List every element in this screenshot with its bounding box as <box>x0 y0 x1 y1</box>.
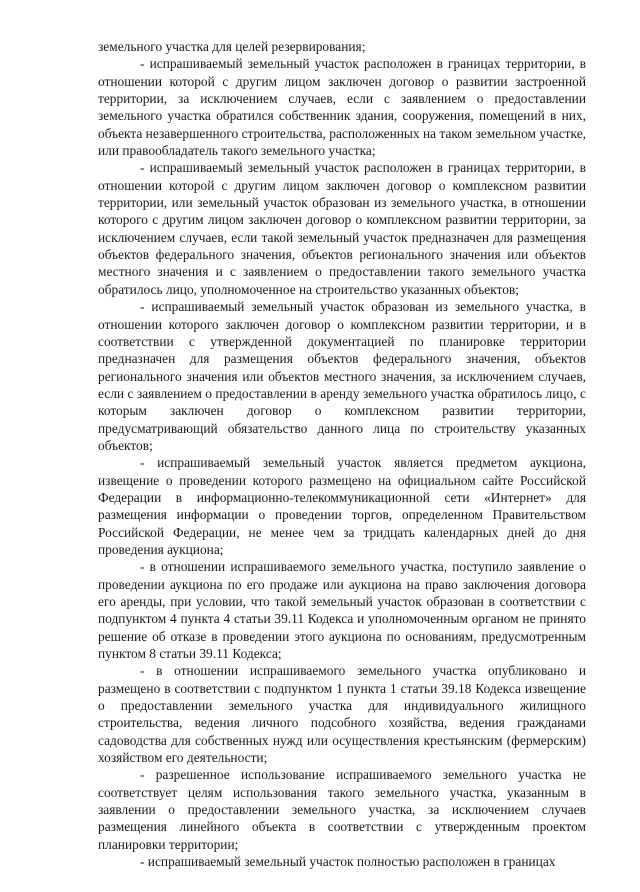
paragraph-item: - испрашиваемый земельный участок образован из земельного участка, в отношении которого заключен договор о комплексном развитии территории, и в соответствии с утвержденной документацией по планировке территории предназначен для размещения объектов федерального значения, объектов регионального значения или объектов местного значения, за исключением случаев, если с заявлением о предоставлении в аренду земельного участка обратилось лицо, с которым заключен договор о комплексном развитии территории, предусматривающий обязательство данного лица по строительству указанных объектов; <box>98 299 586 453</box>
paragraph-continuation: земельного участка для целей резервирования; <box>98 39 366 54</box>
paragraph-item: - испрашиваемый земельный участок расположен в границах территории, в отношении которой с другим лицом заключен договор о развитии застроенной территории, за исключением случаев, если с заявлением о предоставлении земельного участка обратился собственник здания, сооружения, помещений в них, объекта незавершенного строительства, расположенных на таком земельном участке, или правообладатель такого земельного участка; <box>98 56 586 159</box>
paragraph-item: - разрешенное использование испрашиваемого земельного участка не соответствует целям использования такого земельного участка, указанным в заявлении о предоставлении земельного участка, за исключением случаев размещения линейного объекта в соответствии с утвержденным проектом планировки территории; <box>98 767 586 852</box>
paragraph-item: - в отношении испрашиваемого земельного участка опубликовано и размещено в соответствии с подпунктом 1 пункта 1 статьи 39.18 Кодекса извещение о предоставлении земельного участка для индивидуального жилищного строительства, ведения личного подсобного хозяйства, ведения гражданами садоводства для собственных нужд или осуществления крестьянским (фермерским) хозяйством его деятельности; <box>98 663 586 766</box>
paragraph-item: - испрашиваемый земельный участок расположен в границах территории, в отношении которой с другим лицом заключен договор о комплексном развитии территории, или земельный участок образован из земельного участка, в отношении которого с другим лицом заключен договор о комплексном развитии территории, за исключением случаев, если такой земельный участок предназначен для размещения объектов федерального значения, объектов регионального значения или объектов местного значения и с заявлением о предоставлении такого земельного участка обратилось лицо, уполномоченное на строительство указанных объектов; <box>98 160 586 297</box>
paragraph-item: - в отношении испрашиваемого земельного участка, поступило заявление о проведении аукциона по его продаже или аукциона на право заключения договора его аренды, при условии, что такой земельный участок образован в соответствии с подпунктом 4 пункта 4 статьи 39.11 Кодекса и уполномоченным органом не принято решение об отказе в проведении этого аукциона по основаниям, предусмотренным пунктом 8 статьи 39.11 Кодекса; <box>98 559 586 662</box>
paragraph-item: - испрашиваемый земельный участок полностью расположен в границах <box>140 854 556 870</box>
paragraph-item: - испрашиваемый земельный участок является предметом аукциона, извещение о проведении которого размещено на официальном сайте Российской Федерации в информационно-телекоммуникационной сети «Интернет» для размещения информации о проведении торгов, определенном Правительством Российской Федерации, не менее чем за тридцать календарных дней до дня проведения аукциона; <box>98 455 586 557</box>
document-page <box>98 38 586 871</box>
